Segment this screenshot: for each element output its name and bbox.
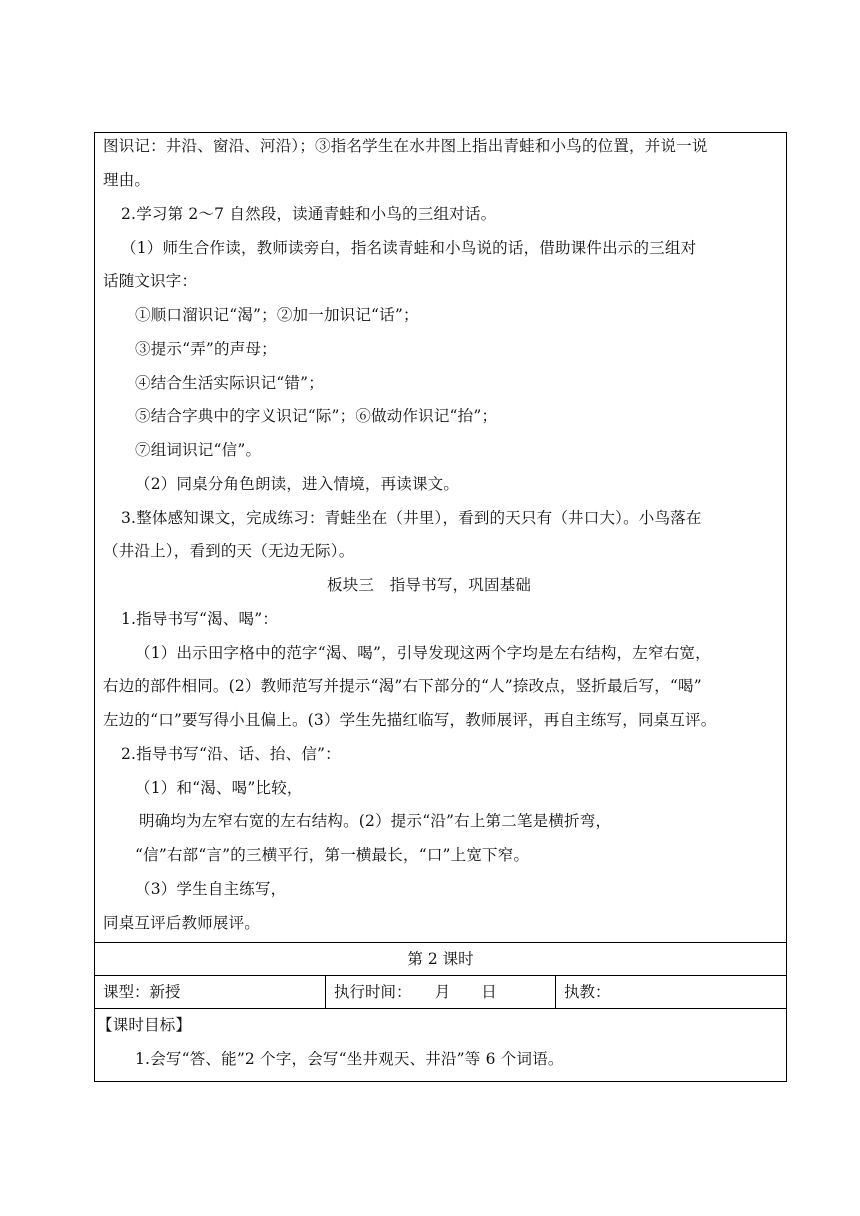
lesson-type-cell: 课型：新授	[95, 976, 326, 1009]
text-line: 理由。	[103, 171, 151, 189]
section-heading: 板块三 指导书写，巩固基础	[327, 576, 532, 594]
text-line: 话随文识字：	[103, 272, 198, 290]
text-line: 明确均为左窄右宽的左右结构。(2）提示“沿”右上第二笔是横折弯，	[139, 812, 612, 830]
goals-heading: 【课时目标】	[97, 1016, 192, 1034]
text-line: 3.整体感知课文，完成练习：青蛙坐在（井里），看到的天只有（井口大）。小鸟落在	[121, 509, 702, 527]
text-line: 同桌互评后教师展评。	[103, 914, 261, 932]
lesson-goals-cell	[95, 1009, 787, 1082]
text-line: （1）和“渴、喝”比较，	[135, 779, 303, 797]
text-line: ①顺口溜识记“渴”；②加一加识记“话”；	[135, 306, 419, 324]
text-line: （1）师生合作读，教师读旁白，指名读青蛙和小鸟说的话，借助课件出示的三组对	[121, 239, 697, 257]
teacher-cell: 执教：	[556, 976, 787, 1009]
lesson-plan-table	[94, 132, 787, 1082]
lesson-content-cell	[95, 133, 787, 943]
text-line: “信”右部“言”的三横平行，第一横最长，“口”上宽下窄。	[135, 846, 530, 864]
text-line: 1.指导书写“渴、喝”：	[121, 610, 279, 628]
text-line: ⑦组词识记“信”。	[135, 441, 262, 459]
text-line: （1）出示田字格中的范字“渴、喝”，引导发现这两个字均是左右结构，左窄右宽，	[135, 644, 711, 662]
text-line: （2）同桌分角色朗读，进入情境，再读课文。	[135, 475, 460, 493]
text-line: （3）学生自主练写，	[135, 880, 287, 898]
text-line: 2.指导书写“沿、话、抬、信”：	[121, 745, 341, 763]
text-line: ③提示“弄”的声母；	[135, 340, 277, 358]
text-line: 右边的部件相同。(2）教师范写并提示“渴”右下部分的“人”捺改点，竖折最后写，“喝”	[103, 677, 702, 695]
execution-time-cell: 执行时间： 月 日	[326, 976, 556, 1009]
text-line: ④结合生活实际识记“错”；	[135, 374, 324, 392]
text-line: （井沿上），看到的天（无边无际）。	[103, 542, 355, 560]
text-line: ⑤结合字典中的字义识记“际”；⑥做动作识记“抬”；	[135, 407, 498, 425]
session-title: 第 2 课时	[95, 943, 787, 976]
text-line: 图识记：井沿、窗沿、河沿）；③指名学生在水井图上指出青蛙和小鸟的位置，并说一说	[103, 137, 708, 155]
text-line: 2.学习第 2～7 自然段，读通青蛙和小鸟的三组对话。	[121, 205, 497, 223]
goal-item: 1.会写“答、能”2 个字，会写“坐井观天、井沿”等 6 个词语。	[135, 1050, 564, 1068]
text-line: 左边的“口”要写得小且偏上。(3）学生先描红临写，教师展评，再自主练写，同桌互评。	[103, 711, 717, 729]
